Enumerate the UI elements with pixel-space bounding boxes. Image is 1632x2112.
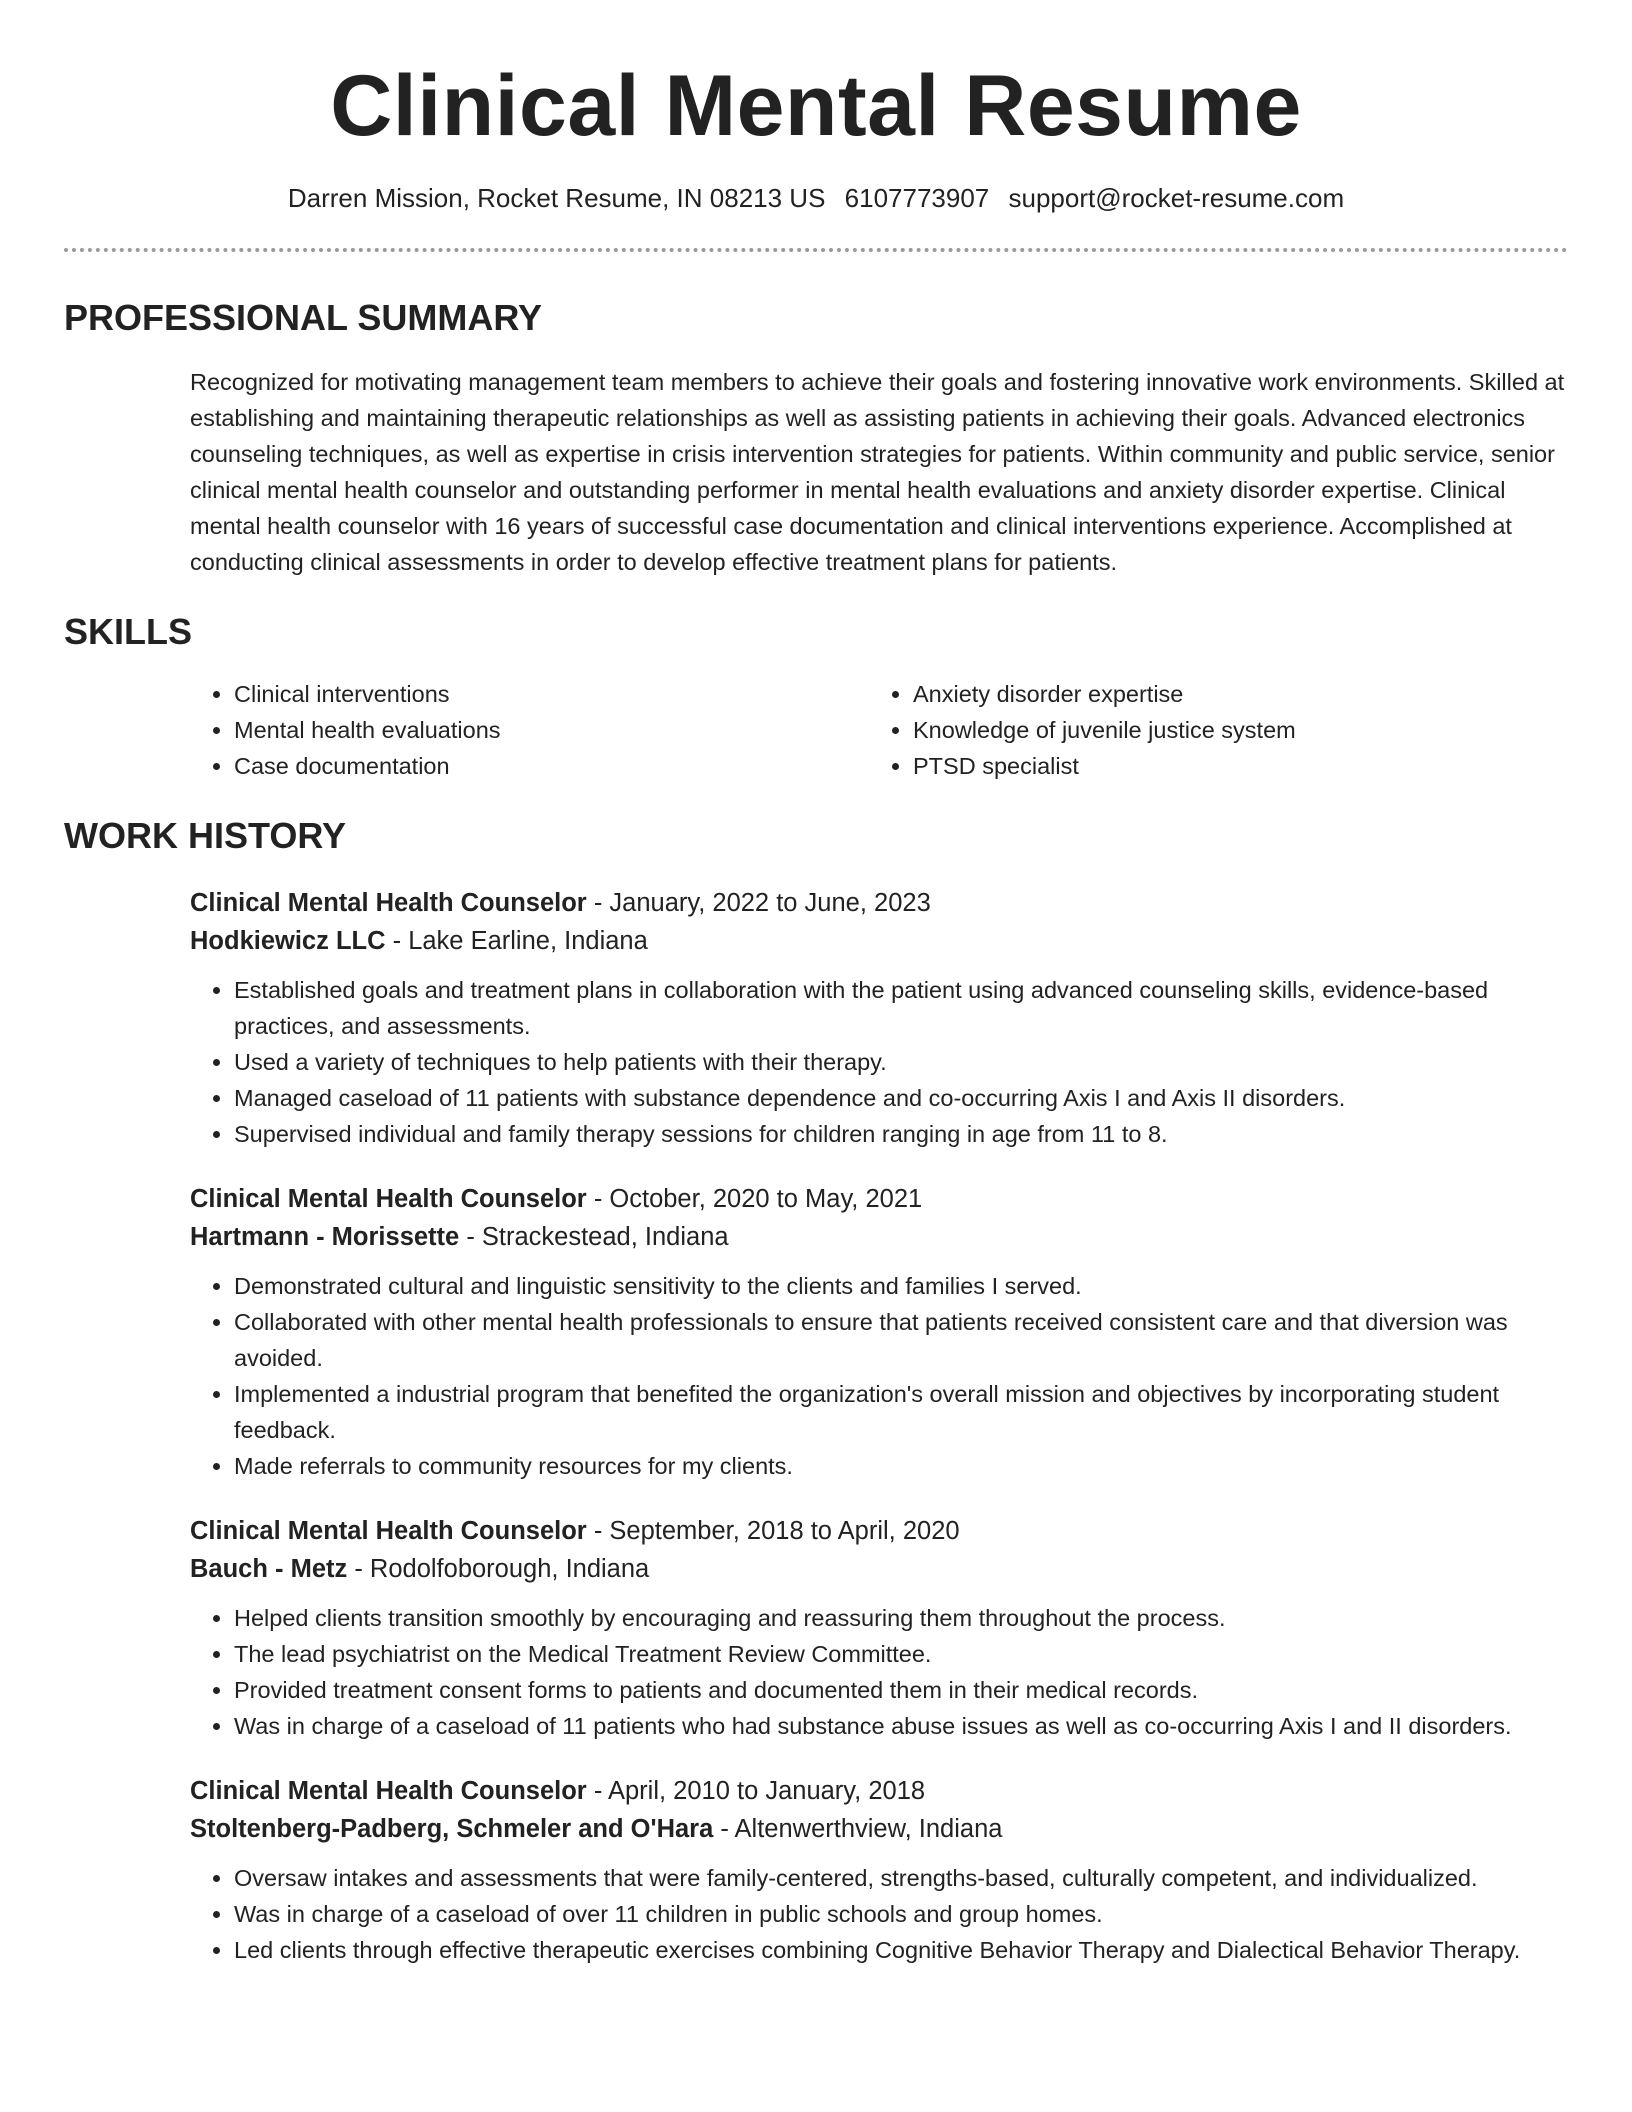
job-title: Clinical Mental Health Counselor: [190, 1777, 587, 1805]
job-bullets: [190, 1268, 1568, 1484]
job-bullet: • Managed caseload of 11 patients with substance dependence and co-occurring Axis I and Axis II disorders.: [234, 1080, 1568, 1116]
job-company-line: [190, 1810, 1568, 1848]
job-bullet: • Established goals and treatment plans in collaboration with the patient using advanced counseling skills, evidence-based practices, and assessments.: [234, 972, 1568, 1044]
job-bullet: • Collaborated with other mental health professionals to ensure that patients received consistent care and that diversion was avoided.: [234, 1304, 1568, 1376]
job-bullet: • Implemented a industrial program that benefited the organization's overall mission and objectives by incorporating student feedback.: [234, 1376, 1568, 1448]
skills-list: [190, 676, 1568, 784]
job-entry: [190, 1512, 1568, 1744]
job-bullets: [190, 972, 1568, 1152]
job-company: Stoltenberg-Padberg, Schmeler and O'Hara: [190, 1815, 714, 1843]
job-company: Hartmann - Morissette: [190, 1223, 460, 1251]
job-title: Clinical Mental Health Counselor: [190, 1185, 587, 1213]
summary-heading: PROFESSIONAL SUMMARY: [64, 297, 543, 338]
job-company-line: [190, 1218, 1568, 1256]
skill-item: • Knowledge of juvenile justice system: [913, 712, 1548, 748]
job-dates: - September, 2018 to April, 2020: [586, 1517, 960, 1545]
job-bullet: • Was in charge of a caseload of 11 patients who had substance abuse issues as well as co-occurring Axis I and II disorders.: [234, 1708, 1568, 1744]
skill-item: • PTSD specialist: [913, 748, 1548, 784]
job-title-line: [190, 1772, 1568, 1810]
job-bullets: [190, 1600, 1568, 1744]
job-title-line: [190, 884, 1568, 922]
skills-column-right: [869, 676, 1548, 784]
resume-title: Clinical Mental Resume: [330, 58, 1302, 154]
job-dates: - October, 2020 to May, 2021: [586, 1185, 923, 1213]
job-bullet: • Led clients through effective therapeutic exercises combining Cognitive Behavior Therapy and Dialectical Behavior Therapy.: [234, 1932, 1568, 1968]
skills-heading: SKILLS: [64, 611, 193, 652]
job-bullet: • Used a variety of techniques to help patients with their therapy.: [234, 1044, 1568, 1080]
job-company: Hodkiewicz LLC: [190, 927, 386, 955]
contact-line: [64, 182, 1568, 214]
skill-item: • Case documentation: [234, 748, 869, 784]
job-bullet: • Helped clients transition smoothly by encouraging and reassuring them throughout the process.: [234, 1600, 1568, 1636]
job-bullet: • Made referrals to community resources for my clients.: [234, 1448, 1568, 1484]
job-title-line: [190, 1512, 1568, 1550]
contact-phone: 6107773907: [844, 183, 990, 213]
job-entry: [190, 1180, 1568, 1484]
job-location: - Altenwerthview, Indiana: [713, 1815, 1003, 1843]
job-title: Clinical Mental Health Counselor: [190, 889, 587, 917]
header-divider: [64, 248, 1568, 252]
job-dates: - April, 2010 to January, 2018: [586, 1777, 926, 1805]
job-entry: [190, 884, 1568, 1152]
job-title-line: [190, 1180, 1568, 1218]
contact-address: Darren Mission, Rocket Resume, IN 08213 US: [287, 183, 826, 213]
job-company-line: [190, 1550, 1568, 1588]
job-location: - Rodolfoborough, Indiana: [347, 1555, 650, 1583]
work-history-heading: WORK HISTORY: [64, 815, 347, 856]
skill-item: • Anxiety disorder expertise: [913, 676, 1548, 712]
job-bullet: • Was in charge of a caseload of over 11 children in public schools and group homes.: [234, 1896, 1568, 1932]
resume-page: [64, 0, 1568, 1968]
job-bullet: • Oversaw intakes and assessments that were family-centered, strengths-based, culturally competent, and individualized.: [234, 1860, 1568, 1896]
job-bullet: • Provided treatment consent forms to patients and documented them in their medical records.: [234, 1672, 1568, 1708]
job-bullet: • Demonstrated cultural and linguistic sensitivity to the clients and families I served.: [234, 1268, 1568, 1304]
job-company: Bauch - Metz: [190, 1555, 348, 1583]
job-title: Clinical Mental Health Counselor: [190, 1517, 587, 1545]
job-location: - Lake Earline, Indiana: [385, 927, 648, 955]
job-bullet: • The lead psychiatrist on the Medical Treatment Review Committee.: [234, 1636, 1568, 1672]
skills-column-left: [190, 676, 869, 784]
job-entry: [190, 1772, 1568, 1968]
skill-item: • Clinical interventions: [234, 676, 869, 712]
job-location: - Strackestead, Indiana: [459, 1223, 729, 1251]
job-bullet: • Supervised individual and family therapy sessions for children ranging in age from 11 to 8.: [234, 1116, 1568, 1152]
contact-email: support@rocket-resume.com: [1008, 183, 1345, 213]
skill-item: • Mental health evaluations: [234, 712, 869, 748]
summary-text: Recognized for motivating management team members to achieve their goals and fostering innovative work environments. Skilled at establishing and maintaining therapeutic relationships as well as assisting patients in achieving their goals. Advanced electronics counseling techniques, as well as expertise in crisis intervention strategies for patients. Within community and public service, senior clinical mental health counselor and outstanding performer in mental health evaluations and anxiety disorder expertise. Clinical mental health counselor with 16 years of successful case documentation and clinical interventions experience. Accomplished at conducting clinical assessments in order to develop effective treatment plans for patients.: [190, 369, 1565, 575]
job-company-line: [190, 922, 1568, 960]
job-bullets: [190, 1860, 1568, 1968]
job-dates: - January, 2022 to June, 2023: [586, 889, 931, 917]
